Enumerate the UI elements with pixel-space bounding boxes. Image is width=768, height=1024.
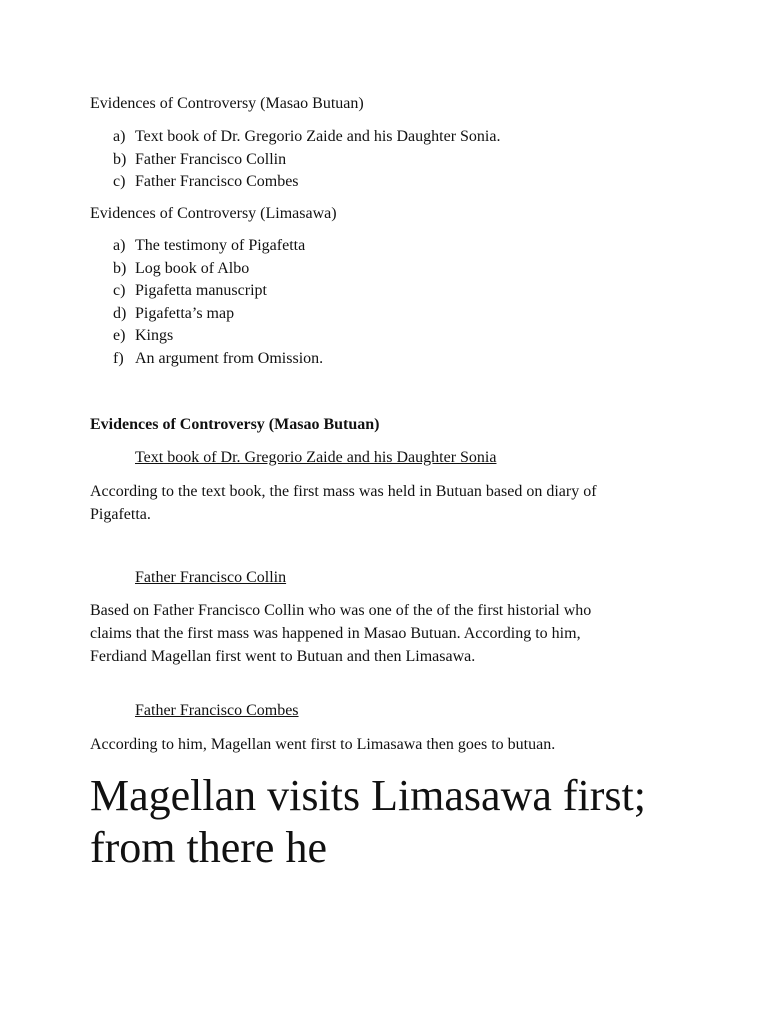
list-item-text: Pigafetta’s map bbox=[135, 304, 235, 322]
headline-line: Magellan visits Limasawa first; bbox=[90, 771, 646, 820]
detail-heading: Evidences of Controversy (Masao Butuan) bbox=[90, 416, 380, 433]
zaide-subheading: Text book of Dr. Gregorio Zaide and his Daughter Sonia bbox=[135, 449, 497, 466]
paragraph-line: According to him, Magellan went first to Limasawa then goes to butuan. bbox=[90, 736, 556, 753]
heading-butuan: Evidences of Controversy (Masao Butuan) bbox=[90, 95, 364, 112]
list-marker: a) bbox=[113, 237, 126, 254]
list-marker: e) bbox=[113, 327, 126, 345]
heading-limasawa: Evidences of Controversy (Limasawa) bbox=[90, 205, 337, 222]
list-item bbox=[113, 280, 323, 303]
list-item bbox=[113, 171, 500, 194]
butuan-evidence-list bbox=[113, 126, 500, 194]
list-item-text: Father Francisco Combes bbox=[135, 173, 299, 191]
limasawa-evidence-list bbox=[113, 235, 323, 371]
list-item-text: The testimony of Pigafetta bbox=[135, 237, 306, 254]
collin-subheading: Father Francisco Collin bbox=[135, 569, 287, 586]
list-item bbox=[113, 303, 323, 326]
collin-paragraph bbox=[90, 599, 670, 668]
paragraph-line: According to the text book, the first mass was held in Butuan based on diary of bbox=[90, 483, 597, 500]
combes-subheading: Father Francisco Combes bbox=[135, 702, 299, 719]
list-marker: c) bbox=[113, 282, 126, 300]
list-marker: b) bbox=[113, 259, 127, 277]
paragraph-line: Ferdiand Magellan first went to Butuan and then Limasawa. bbox=[90, 648, 476, 665]
list-marker: b) bbox=[113, 150, 127, 168]
list-item bbox=[113, 348, 323, 371]
list-item-text: Log book of Albo bbox=[135, 259, 250, 277]
headline-text bbox=[90, 770, 750, 874]
paragraph-line: Pigafetta. bbox=[90, 506, 151, 523]
list-item bbox=[113, 325, 323, 348]
zaide-paragraph bbox=[90, 480, 670, 526]
headline-line: from there he bbox=[90, 823, 327, 872]
list-marker: a) bbox=[113, 128, 126, 145]
list-item bbox=[113, 258, 323, 281]
list-item bbox=[113, 149, 500, 172]
list-item-text: An argument from Omission. bbox=[135, 349, 324, 367]
paragraph-line: claims that the first mass was happened in Masao Butuan. According to him, bbox=[90, 625, 581, 642]
list-item-text: Pigafetta manuscript bbox=[135, 282, 267, 300]
list-item-text: Kings bbox=[135, 327, 174, 345]
list-item bbox=[113, 235, 323, 258]
combes-paragraph bbox=[90, 733, 670, 756]
list-marker: c) bbox=[113, 173, 126, 191]
list-item-text: Father Francisco Collin bbox=[135, 150, 287, 168]
list-marker: d) bbox=[113, 304, 127, 322]
list-item bbox=[113, 126, 500, 149]
paragraph-line: Based on Father Francisco Collin who was one of the of the first historial who bbox=[90, 602, 592, 619]
list-marker: f) bbox=[113, 349, 124, 367]
list-item-text: Text book of Dr. Gregorio Zaide and his Daughter Sonia. bbox=[135, 128, 501, 145]
